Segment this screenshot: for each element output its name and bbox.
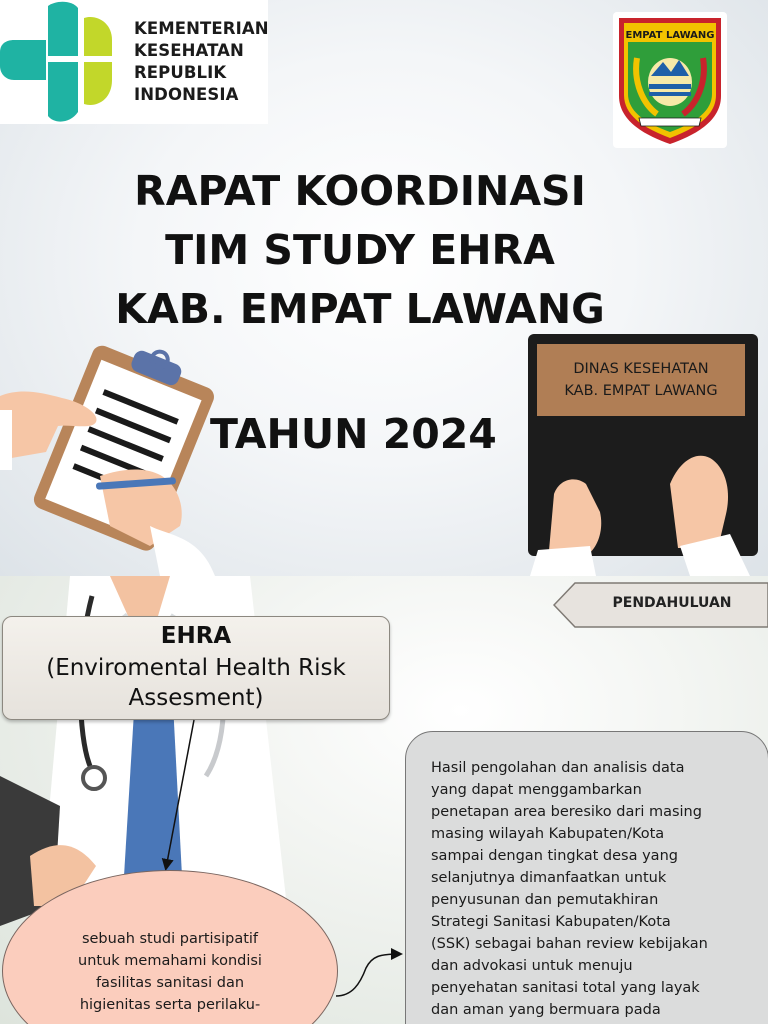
logo-line: KESEHATAN (134, 41, 244, 60)
result-line: dan aman yang bermuara pada (431, 1002, 661, 1018)
emblem-label: EMPAT LAWANG (625, 30, 715, 41)
logo-line: INDONESIA (134, 85, 239, 104)
result-line: penyusunan dan pemutakhiran (431, 892, 659, 908)
result-line: (SSK) sebagai bahan review kebijakan (431, 936, 708, 952)
definition-line: sebuah studi partisipatif (81, 931, 259, 947)
result-line: penetapan area beresiko dari masing (431, 804, 702, 820)
empat-lawang-emblem (613, 12, 727, 148)
result-line: selanjutnya dimanfaatkan untuk (431, 870, 667, 886)
result-line: yang dapat menggambarkan (431, 782, 642, 798)
definition-line: fasilitas sanitasi dan (95, 975, 245, 991)
connector-arrow-right (336, 954, 400, 996)
clipboard-writing-illustration (0, 336, 230, 576)
laptop-label-line: DINAS KESEHATAN (573, 361, 709, 377)
connector-arrow-down (166, 720, 194, 868)
kemenkes-wordmark (134, 18, 268, 106)
slide-year: TAHUN 2024 (210, 410, 497, 458)
introduction-slide (0, 576, 768, 1024)
title-line: TIM STUDY EHRA (165, 226, 555, 274)
ehra-subtitle-line: Assesment) (128, 685, 264, 711)
logo-line: REPUBLIK (134, 63, 227, 82)
definition-line: higienitas serta perilaku- (79, 997, 261, 1013)
ehra-subtitle-line: (Enviromental Health Risk (46, 655, 346, 681)
title-line: KAB. EMPAT LAWANG (115, 285, 605, 333)
laptop-screen-label (537, 344, 745, 416)
title-line: RAPAT KOORDINASI (134, 167, 586, 215)
result-line: masing wilayah Kabupaten/Kota (431, 826, 665, 842)
logo-line: KEMENTERIAN (134, 19, 269, 38)
kemenkes-leaf-icon (0, 0, 134, 124)
kemenkes-logo (0, 0, 268, 124)
result-line: Strategi Sanitasi Kabupaten/Kota (431, 914, 671, 930)
slide-title (60, 162, 660, 339)
result-line: dan advokasi untuk menuju (431, 958, 633, 974)
result-line: Hasil pengolahan dan analisis data (431, 760, 685, 776)
definition-line: untuk memahami kondisi (78, 953, 262, 969)
definition-text (42, 928, 298, 1016)
result-line: sampai dengan tingkat desa yang (431, 848, 678, 864)
nav-tab-label: PENDAHULUAN (612, 595, 732, 611)
laptop-label-line: KAB. EMPAT LAWANG (564, 383, 718, 399)
result-text (431, 757, 756, 1021)
ehra-title: EHRA (160, 623, 232, 649)
result-line: penyehatan sanitasi total yang layak (431, 980, 700, 996)
